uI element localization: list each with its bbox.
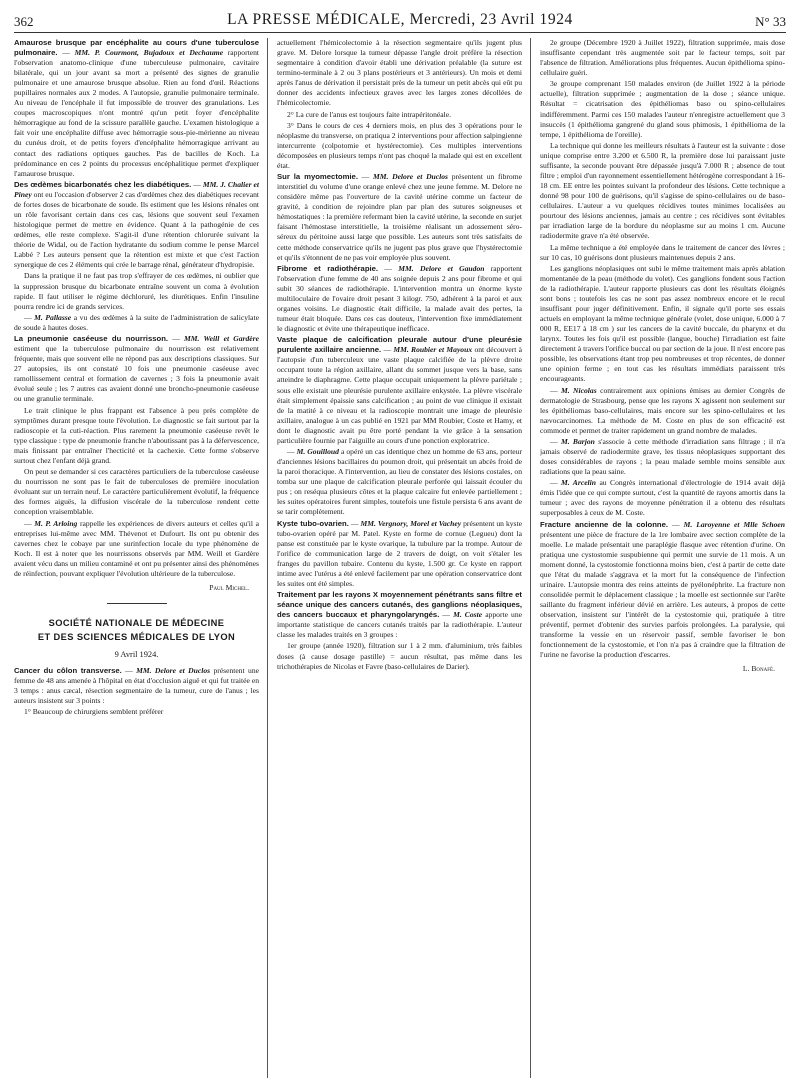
article-title: Des œdèmes bicarbonatés chez les diabétiques. (14, 179, 192, 189)
article-title: Amaurose brusque par encéphalite au cours d'une tuberculose pulmonaire. (14, 38, 259, 58)
article-body: présentent une pièce de fracture de la 1re lombaire avec section complète de la moelle. Le malade présentait une paraplégie flasque avec rétention d'urine. On pratiqua une cystostomie suspubienne qui permit une survie de 11 mois. A un moment donné, la cystostomie fonctionna moins bien, c'est à partir de cette date que l'état du malade s'aggrava et la mort fut la conséquence de l'infection urinaire. L'autopsie montra des reins atteints de pyélonéphrite. La fracture non consolidée permit le déplacement classique ; la moelle est sectionnée sur l'arête saillante du fragment inférieur dévié en arrière. Les auteurs, à propos de cette observation, insistent sur l'intérêt de la cystostomie qui, pratiquée à titre préventif, permet d'obtenir des survies parfois prolongées. La paralysie, qui transforme la vessie en un réservoir passif, semble favoriser le bon fonctionnement de la cystostomie, et l'on n'a pas à craindre que la filtration de l'urine ne favorise la production d'escarres. (540, 529, 785, 660)
discussant: M. Barjon (560, 436, 595, 446)
article-amaurose: Amaurose brusque par encéphalite au cours d'une tuberculose pulmonaire. — MM. P. Courmont, Bujadoux et Dechaume rapportent l'observation anatomo-clinique d'une tuberculeuse pulmonaire, cavitaire bilatérale, qui un jour avant sa mort a présenté des signes de granulie pulmonaire et une amaurose brusque absolue. Rien au fond d'œil. Réactions pupillaires normales aux 2 modes. A l'autopsie, granulie pulmonaire terminale. Au niveau de l'encéphale il fut impossible de trouver des granulations. Les coupes macroscopiques n'ont montré qu'un petit foyer d'encéphalite hémorragique au fond de la scissure parallèle gauche. L'examen histologique a fait voir une encéphalite diffuse avec hémorragie sous-pie-mérienne au niveau du cunéus droit, et de petits foyers d'encéphalite hémorragique arrivant au contact des radiations optiques gauches. Pas de bacilles de Koch. La prédominance en ces 2 points du processus encéphalitique permet d'expliquer l'amaurose brusque. (14, 38, 259, 178)
article-title: Fibrome et radiothérapie. (277, 263, 379, 273)
column-left (14, 38, 259, 1078)
discussant: M. Nicolas (561, 385, 597, 395)
paragraph: 3° Dans le cours de ces 4 derniers mois, en plus des 3 opérations pour le néoplasme du transverse, on pratiqua 2 interventions pour affection salpingienne intercurrente (colpotomie et hystérectomie). Ces multiples interventions décomposées en plusieurs temps n'ont pas choqué la malade qui est en excellent état. (277, 120, 522, 170)
society-heading (14, 616, 259, 644)
discussion: — M. Barjon s'associe à cette méthode d'irradiation sans filtrage ; il n'a jamais observé de radiodermite grave, les tissus néoplasiques supportant des doses considérables de rayons ; la peau malade semble moins sensible aux radiations que la peau saine. (540, 436, 785, 477)
header-rule (14, 32, 786, 33)
paragraph: La technique qui donne les meilleurs résultats à l'auteur est la suivante : dose unique comprise entre 3.200 et 6.500 R, la première dose lui paraissant juste suffisante, la seconde pouvant être dépassée jusqu'à 7.000 R ; absence de tout filtre ; emploi d'un rayonnement essentiellement hétérogène correspondant à 16-18 cm. EE entre les pointes suivant la profondeur des lésions. Cette technique a donné 98 pour 100 de guérisons, qu'il s'agisse de spino-cellulaires ou de baso-cellulaires. L'auteur a vu quelques récidives toutes minimes localisées au pourtour des lésions anciennes, jamais au centre ; ces récidives sont évitables par irradiation large de la bordure du néoplasme sur au moins 1 cm. Aucune radiodermite grave n'a été observée. (540, 140, 785, 241)
article-title: Traitement par les rayons X moyennement pénétrants sans filtre et séance unique des cancers cutanés, des ganglions néoplasiques, des cancers buccaux et pharyngolaryngés. (277, 590, 522, 620)
article-body: apporte une importante statistique de cancers cutanés traités par la radiothérapie. L'auteur classe les malades traités en 3 groupes : (277, 610, 522, 640)
article-fibrome: Fibrome et radiothérapie. — MM. Delore et Gaudon rapportent l'observation d'une femme de 40 ans soignée depuis 2 ans pour fibrome et qui subit 30 séances de radiothérapie. L'intervention montra un énorme kyste multiloculaire de l'ovaire droit pesant 3 kilogr. 750, adhérent à la paroi et aux organes voisins. Le diagnostic était difficile, la malade avait des pertes, la tumeur était bloquée. Dans ces cas douteux, l'intervention fixe immédiatement le diagnostic et évite une thérapeutique inefficace. (277, 263, 522, 334)
article-cancer-colon: Cancer du côlon transverse. — MM. Delore et Duclos présentent une femme de 48 ans amenée à l'hôpital en état d'occlusion aiguë et qui fut traitée en 3 temps : anus cæcal, résection segmentaire de la tumeur, cure de l'anus ; les auteurs insistent sur 3 points : (14, 665, 259, 706)
article-title: Fracture ancienne de la colonne. (540, 519, 668, 529)
paragraph: 2e groupe (Décembre 1920 à Juillet 1922), filtration supprimée, mais dose insuffisante cependant très augmentée soit par le facteur temps, soit par l'absence de filtration. Améliorations plus fréquentes. Aucun épithélioma spino-cellulaire guéri. (540, 38, 785, 78)
article-title: Kyste tubo-ovarien. (277, 518, 349, 528)
article-body: ont découvert à l'autopsie d'un tuberculeux une vaste plaque calcifiée de la plèvre droite occupant toute la région axillaire, allant du sommet jusque vers la base, sans atteindre le diaphragme. Cette plaque occupait uniquement la plèvre pariétale ; sous elle existait une pleurésie purulente axillaire enkystée. La plèvre viscérale était simplement épaissie sans calcification ; au point de vue clinique il existait de la matité à ce niveau et la radioscopie montrait une image de pleurésie axillaire, analogue à un cas publié en 1921 par MM Roubier, Coste et Hamy, et dont le diagnostic avait pu être porté pendant la vie grâce à la sensation particulière fournie par l'aiguille au cours d'une ponction exploratrice. (277, 345, 522, 445)
article-title: Sur la myomectomie. (277, 172, 358, 182)
paragraph: Dans la pratique il ne faut pas trop s'effrayer de ces œdèmes, ni oublier que la suppression brusque du bicarbonate entraîne souvent un coma à évolution rapide. Il faut utiliser le régime déchloruré, les diurétiques. Enfin l'insuline pourra rendre ici de grands services. (14, 271, 259, 311)
article-plaque-pleurale: Vaste plaque de calcification pleurale autour d'une pleurésie purulente axillaire ancienne. — MM. Roubier et Mayoux ont découvert à l'autopsie d'un tuberculeux une vaste plaque calcifiée de la plèvre droite occupant toute la région axillaire, allant du sommet jusque vers la base, sans atteindre le diaphragme. Cette plaque occupait uniquement la plèvre pariétale ; sous elle existait une pleurésie purulente axillaire enkystée. La plèvre viscérale était simplement épaissie sans calcification ; au point de vue clinique il existait de la matité à ce niveau et la radioscopie montrait une image de pleurésie axillaire, analogue à un cas publié en 1921 par MM Roubier, Coste et Hamy, et dont le diagnostic avait pu être porté pendant la vie grâce à la sensation particulière fournie par l'aiguille au cours d'une ponction exploratrice. (277, 335, 522, 445)
session-date: 9 Avril 1924. (114, 649, 159, 659)
page-number: 362 (14, 14, 34, 29)
article-authors: MM. Delore et Gaudon (398, 263, 485, 273)
paragraph: 3e groupe comprenant 150 malades environ (de Juillet 1922 à la période actuelle), filtration supprimée ; augmentation de la dose ; séance unique. Résultat = cicatrisation des épithéliomas baso ou spino-cellulaires indifféremment. Parmi ces 150 malades l'auteur n'enregistre actuellement que 3 insuccès (1 épithélioma gangrené du gland sous phimosis, 1 épithélioma de la tempe, 1 épithélioma de l'oreille). (540, 79, 785, 139)
article-authors: MM. Weill et Gardère (184, 334, 259, 344)
article-body: présentent un kyste tubo-ovarien opéré par M. Patel. Kyste en forme de cornue (Legueu) dont la panse est constituée par le kyste ovarique, la tubulure par la trompe. Autour de l'orifice de communication large de 2 travers de doigt, on voit s'étaler les franges du pavillon tubaire. Contenu du kyste, 1.500 gr. Ce kyste en rapport intime avec l'utérus a été enlevé facilement par une opération conservatrice dont les suites ont été simples. (277, 518, 522, 588)
article-title: Vaste plaque de calcification pleurale autour d'une pleurésie purulente axillaire ancienne. (277, 335, 522, 355)
article-authors: M. Laroyenne et Mlle Schoen (683, 519, 785, 529)
paragraph: On peut se demander si ces caractères particuliers de la tuberculose caséeuse du nourrisson ne sont pas le fait de tuberculoses de première inoculation évoluant sur un terrain neuf. Le caractère particulièrement évolutif, la fréquence des formes aiguës, la diffusion viscérale de la tuberculose rendent cette conception vraisemblable. (14, 467, 259, 517)
article-body: rapportent l'observation anatomo-clinique d'une tuberculeuse pulmonaire, cavitaire bilatérale, qui un jour avant sa mort a présenté des signes de granulie pulmonaire et une amaurose brusque absolue. Rien au fond d'œil. Réactions pupillaires normales aux 2 modes. A l'autopsie, granulie pulmonaire terminale. Au niveau de l'encéphale il fut impossible de trouver des granulations. Les coupes macroscopiques n'ont montré qu'un petit foyer d'encéphalite hémorragique au fond de la scissure parallèle gauche. L'examen histologique a fait voir une encéphalite diffuse avec hémorragie sous-pie-mérienne au niveau du cunéus droit, et de petits foyers d'encéphalite hémorragique arrivant au contact des radiations optiques gauches. Pas de bacilles de Koch. La prédominance en ces 2 points du processus encéphalitique permet d'expliquer l'amaurose brusque. (14, 48, 259, 178)
column-divider (267, 38, 268, 1078)
column-divider (530, 38, 531, 1078)
discussion: — M. Arcelin au Congrès international d'électrologie de 1914 avait déjà émis l'idée que ce qui compte surtout, c'est la quantité de rayons amortis dans la tumeur ; avec des rayons de moyenne pénétration il a obtenu des résultats superposables à ceux de M. Coste. (540, 478, 785, 518)
paragraph: Les ganglions néoplasiques ont subi le même traitement mais après ablation momentanée de la peau (méthode du volet). Ces ganglions fondent sous l'action de la radiothérapie. L'auteur rapporte plusieurs cas dont les résultats éloignés sont bons ; toutefois les cas ne sont pas assez nombreux encore et le recul insuffisant pour juger définitivement. Enfin, il signale qu'il porte ses essais actuels en employant la même technique générale (volet, dose unique, 6.000 à 7 000 R, EE17 à 18 cm ) sur les cancers de la cavité buccale, du pharynx et du larynx. Toutes les fois qu'il est possible (langue, bouche) l'irradiation est faite directement à travers l'orifice buccal ou par section de la joue. Il n'est encore pas possible, les observations étant trop peu nombreuses et trop récentes, de donner une opinion ferme ; en tout cas les résultats immédiats paraissent très encourageants. (540, 263, 785, 384)
discussion-body: a vu des œdèmes à la suite de l'administration de salicylate de soude à hautes doses. (14, 312, 259, 332)
discussion: — M. Pallasse a vu des œdèmes à la suite de l'administration de salicylate de soude à hautes doses. (14, 312, 259, 332)
article-myomectomie: Sur la myomectomie. — MM. Delore et Duclos présentent un fibrome interstitiel du volume d'une orange enlevé chez une jeune femme. M. Delore ne considère même pas l'ouverture de la cavité utérine comme un facteur de gravité, à condition de rejoindre plan par plan des sutures soigneuses et hémostatiques : la première refermant bien la cavité utérine, la seconde en surjet faisant l'hémostase interstitielle, la troisième réalisant un adossement séro-séreux du péritoine aussi large que possible. Les auteurs sont très satisfaits de cette méthode conservatrice qu'ils ne jugent pas plus grave que l'hystérectomie et qu'ils s'étonnent de ne pas voir employée plus souvent. (277, 172, 522, 262)
paragraph: actuellement l'hémicolectomie à la résection segmentaire qu'ils jugent plus grave. M. Delore lorsque la tumeur dépasse l'angle droit préfère la résection segmentaire à condition d'avoir établi une dérivation préalable (la suture est termino-terminale à 2 ou 3 plans postérieurs et 3 antérieurs). Un mois et demi après l'anus de dérivation il persistait près de la tumeur un petit abcès qui eût pu donner des accidents infectieux graves avec les larges zones décollées de l'hémicolectomie. (277, 38, 522, 108)
article-body: estiment que la tuberculose pulmonaire du nourrisson est relativement fréquente, mais que souvent elle ne répond pas aux descriptions classiques. Sur 27 autopsies, ils ont constaté 10 fois une pneumonie caséeuse avec ramollissement central et formation de cavernes ; 3 fois la pneumonie avait évolué seule ; les 7 autres cas avaient donné une broncho-pneumonie caséeuse ou une granulie terminale. (14, 344, 259, 404)
article-fracture: Fracture ancienne de la colonne. — M. Laroyenne et Mlle Schoen présentent une pièce de fracture de la 1re lombaire avec section complète de la moelle. Le malade présentait une paraplégie flasque avec rétention d'urine. On pratiqua une cystostomie suspubienne qui permit une survie de 11 mois. A un moment donné, la cystostomie fonctionna moins bien, c'est à partir de cette date que l'état du malade s'aggrava et la mort fut la conséquence de l'infection urinaire. L'autopsie montra des reins atteints de pyélonéphrite. La fracture non consolidée permit le déplacement classique ; la moelle est sectionnée sur l'arête saillante du fragment inférieur dévié en arrière. Les auteurs, à propos de cette observation, insistent sur l'intérêt de la cystostomie qui, pratiquée à titre préventif, permet d'obtenir des survies parfois prolongées. La paralysie, qui transforme la vessie en un réservoir passif, semble favoriser le bon fonctionnement de la cystostomie, et l'on n'a pas à craindre que la filtration de l'urine ne favorise la production d'escarres. (540, 519, 785, 660)
article-authors: MM. Vergnory, Morel et Vachey (360, 518, 462, 528)
paragraph: Le trait clinique le plus frappant est l'absence à peu près complète de symptômes durant presque toute l'évolution. Le diagnostic se fait surtout par la radioscopie et la cuti-réaction. Plus rarement la pneumonie caséeuse revêt le type classique : type de pneumonie franche n'aboutissant pas à la défervescence, mais finissant par entraîner l'hecticité et la cachexie. Cette forme s'observe surtout chez l'enfant déjà grand. (14, 405, 259, 465)
discussant: M. Gouilloud (296, 447, 339, 456)
section-rule (107, 603, 167, 604)
article-kyste: Kyste tubo-ovarien. — MM. Vergnory, Morel et Vachey présentent un kyste tubo-ovarien opéré par M. Patel. Kyste en forme de cornue (Legueu) dont la panse est constituée par le kyste ovarique, la tubulure par la trompe. Autour de l'orifice de communication large de 2 travers de doigt, on voit s'étaler les franges du pavillon tubaire. Contenu du kyste, 1.500 gr. Ce kyste en rapport intime avec l'utérus a été enlevé facilement par une opération conservatrice dont les suites ont été simples. (277, 518, 522, 588)
issue-number: N° 33 (755, 14, 786, 29)
discussion-body: rappelle les expériences de divers auteurs et celles qu'il a entreprises lui-même avec MM. Thévenot et Dufourt. Ils ont pu obtenir des cavernes chez le cobaye par une surinfection locale du type phénomène de Koch. Il est à noter que les nourrissons observés par MM. Weill et Gardère avaient vécu dans un milieu contaminé et ont pu présenter ainsi des phénomènes de réinfection, pouvant expliquer l'évolution ultérieure de la tuberculose. (14, 518, 259, 578)
discussion-body: a opéré un cas identique chez un homme de 63 ans, porteur d'anciennes lésions bacillaires du poumon droit, qui présentait un abcès froid de la paroi thoracique. A l'intervention, au lieu de constater des lésions costales, on tomba sur une plaque de calcification pleurale perforée qui laissait écouler du pus ; on reséqua plusieurs côtes et la plaque calcaire fut enlevée partiellement ; les suites opératoires furent simples, toutefois une fistule persista 6 ans avant de se tarir complètement. (277, 447, 522, 517)
discussion-body: au Congrès international d'électrologie de 1914 avait déjà émis l'idée que ce qui compte surtout, c'est la quantité de rayons amortis dans la tumeur ; avec des rayons de moyenne pénétration il a obtenu des résultats superposables à ceux de M. Coste. (540, 478, 785, 518)
column-right (540, 38, 785, 1078)
article-rayons-x: Traitement par les rayons X moyennement pénétrants sans filtre et séance unique des cancers cutanés, des ganglions néoplasiques, des cancers buccaux et pharyngolaryngés. — M. Coste apporte une importante statistique de cancers cutanés traités par la radiothérapie. L'auteur classe les malades traités en 3 groupes : (277, 590, 522, 640)
article-authors: M. Coste (453, 610, 483, 620)
discussant: M. P. Arloing (34, 518, 78, 528)
column-middle (277, 38, 522, 1078)
paragraph: 1er groupe (année 1920), filtration sur 1 à 2 mm. d'aluminium, très faibles doses (à cause dosage pastille) = aucun résultat, pas même dans les trichothérapies de Nicolas et Favre (baso-cellulaires de Darier). (277, 641, 522, 671)
page-header (14, 8, 786, 32)
article-authors: MM. Delore et Duclos (136, 665, 211, 675)
signature: L. Bonafé. (742, 664, 775, 674)
article-body: rapportent l'observation d'une femme de 40 ans soignée depuis 2 ans pour fibrome et qui subit 30 séances de radiothérapie. L'intervention montra un énorme kyste multiloculaire de l'ovaire droit pesant 3 kilogr. 750, adhérent à la paroi et aux organes voisins. Le diagnostic était difficile, la malade avait des pertes, la tumeur était bloquée. Dans ces cas douteux, l'intervention fixe immédiatement le diagnostic et évite une thérapeutique inefficace. (277, 263, 522, 334)
article-authors: MM. J. Chalier et Piney (14, 179, 259, 199)
article-authors: MM. Roubier et Mayoux (393, 345, 473, 355)
discussion: — M. P. Arloing rappelle les expériences de divers auteurs et celles qu'il a entreprises lui-même avec MM. Thévenot et Dufourt. Ils ont pu obtenir des cavernes chez le cobaye par une surinfection locale du type phénomène de Koch. Il est à noter que les nourrissons observés par MM. Weill et Gardère avaient vécu dans un milieu contaminé et ont pu présenter ainsi des phénomènes de réinfection, pouvant expliquer l'évolution ultérieure de la tuberculose. (14, 518, 259, 578)
signature: Paul Michel. (209, 582, 249, 592)
paragraph: 2° La cure de l'anus est toujours faite intrapéritonéale. (287, 109, 452, 119)
discussant: M. Pallasse (34, 312, 72, 322)
society-line: ET DES SCIENCES MÉDICALES DE LYON (37, 631, 236, 642)
discussant: M. Arcelin (561, 478, 597, 488)
paragraph: 1° Beaucoup de chirurgiens semblent préférer (24, 707, 164, 717)
article-pneumonie: La pneumonie caséeuse du nourrisson. — MM. Weill et Gardère estiment que la tuberculose pulmonaire du nourrisson est relativement fréquente, mais que souvent elle ne répond pas aux descriptions classiques. Sur 27 autopsies, ils ont constaté 10 fois une pneumonie caséeuse avec ramollissement central et formation de cavernes ; 3 fois la pneumonie avait évolué seule ; les 7 autres cas avaient donné une broncho-pneumonie caséeuse ou une granulie terminale. (14, 334, 259, 404)
society-line: SOCIÉTÉ NATIONALE DE MÉDECINE (48, 617, 225, 628)
discussion: — M. Nicolas contrairement aux opinions émises au dernier Congrès de dermatologie de Strasbourg, pense que les rayons X agissent non seulement sur les épithéliomas baso-cellulaires, mais encore sur les spino-cellulaires et les nævocarcinomes. La méthode de M. Coste en plus de son efficacité est commode et permet de traiter rapidement un grand nombre de malades. (540, 385, 785, 435)
article-title: La pneumonie caséeuse du nourrisson. (14, 334, 169, 344)
article-body: présentent un fibrome interstitiel du volume d'une orange enlevé chez une jeune femme. M. Delore ne considère même pas l'ouverture de la cavité utérine comme un facteur de gravité, à condition de rejoindre plan par plan des sutures soigneuses et hémostatiques : la première refermant bien la cavité utérine, la seconde en surjet faisant l'hémostase interstitielle, la troisième réalisant un adossement séro-séreux du péritoine aussi large que possible. Les auteurs sont très satisfaits de cette méthode conservatrice qu'ils ne jugent pas plus grave que l'hystérectomie et qu'ils s'étonnent de ne pas voir employée plus souvent. (277, 172, 522, 262)
journal-running-title: LA PRESSE MÉDICALE, Mercredi, 23 Avril 1924 (227, 11, 573, 28)
article-title: Cancer du côlon transverse. (14, 665, 122, 675)
paragraph: La même technique a été employée dans le traitement de cancer des lèvres ; sur 10 cas, 10 guérisons dont plusieurs maintenues depuis 2 ans. (540, 242, 785, 262)
article-body: ont eu l'occasion d'observer 2 cas d'œdèmes chez des diabétiques recevant de fortes doses de bicarbonate de soude. Ils estiment que les lésions rénales ont un rôle favorisant certain dans ces cas, lésions que souvent seul l'examen histologique permet de mettre en évidence. Quant à la pathogénie de ces œdèmes, elle reste complexe. S'agit-il d'une rétention chlorurée suivant la théorie de Widal, ou de l'action hydratante du sodium comme le pense Marcel Labbé ? Les auteurs pensent que la rétention est mixte et que c'est l'action synergique de ces 2 éléments qui crée le barrage rénal, générateur d'hydropisie. (14, 189, 259, 270)
discussion-body: s'associe à cette méthode d'irradiation sans filtrage ; il n'a jamais observé de radiodermite grave, les tissus néoplasiques supportant des doses considérables de rayons ; la peau malade semble moins sensible aux radiations que la peau saine. (540, 436, 785, 477)
article-oedemes: Des œdèmes bicarbonatés chez les diabétiques. — MM. J. Chalier et Piney ont eu l'occasion d'observer 2 cas d'œdèmes chez des diabétiques recevant de fortes doses de bicarbonate de soude. Ils estiment que les lésions rénales ont un rôle favorisant certain dans ces cas, lésions que souvent seul l'examen histologique permet de mettre en évidence. Quant à la pathogénie de ces œdèmes, elle reste complexe. S'agit-il d'une rétention chlorurée suivant la théorie de Widal, ou de l'action hydratante du sodium comme le pense Marcel Labbé ? Les auteurs pensent que la rétention est mixte et que c'est l'action synergique de ces 2 éléments qui crée le barrage rénal, générateur d'hydropisie. (14, 179, 259, 270)
article-body: présentent une femme de 48 ans amenée à l'hôpital en état d'occlusion aiguë et qui fut traitée en 3 temps : anus cæcal, résection segmentaire de la tumeur, cure de l'anus ; les auteurs insistent sur 3 points : (14, 665, 259, 706)
discussion: — M. Gouilloud a opéré un cas identique chez un homme de 63 ans, porteur d'anciennes lésions bacillaires du poumon droit, qui présentait un abcès froid de la paroi thoracique. A l'intervention, au lieu de constater des lésions costales, on tomba sur une plaque de calcification pleurale perforée qui laissait écouler du pus ; on reséqua plusieurs côtes et la plaque calcaire fut enlevée partiellement ; les suites opératoires furent simples, toutefois une fistule persista 6 ans avant de se tarir complètement. (277, 447, 522, 517)
article-authors: MM. P. Courmont, Bujadoux et Dechaume (74, 48, 224, 58)
discussion-body: contrairement aux opinions émises au dernier Congrès de dermatologie de Strasbourg, pense que les rayons X agissent non seulement sur les épithéliomas baso-cellulaires, mais encore sur les spino-cellulaires et les nævocarcinomes. La méthode de M. Coste en plus de son efficacité est commode et permet de traiter rapidement un grand nombre de malades. (540, 385, 785, 435)
article-authors: MM. Delore et Duclos (372, 172, 449, 182)
